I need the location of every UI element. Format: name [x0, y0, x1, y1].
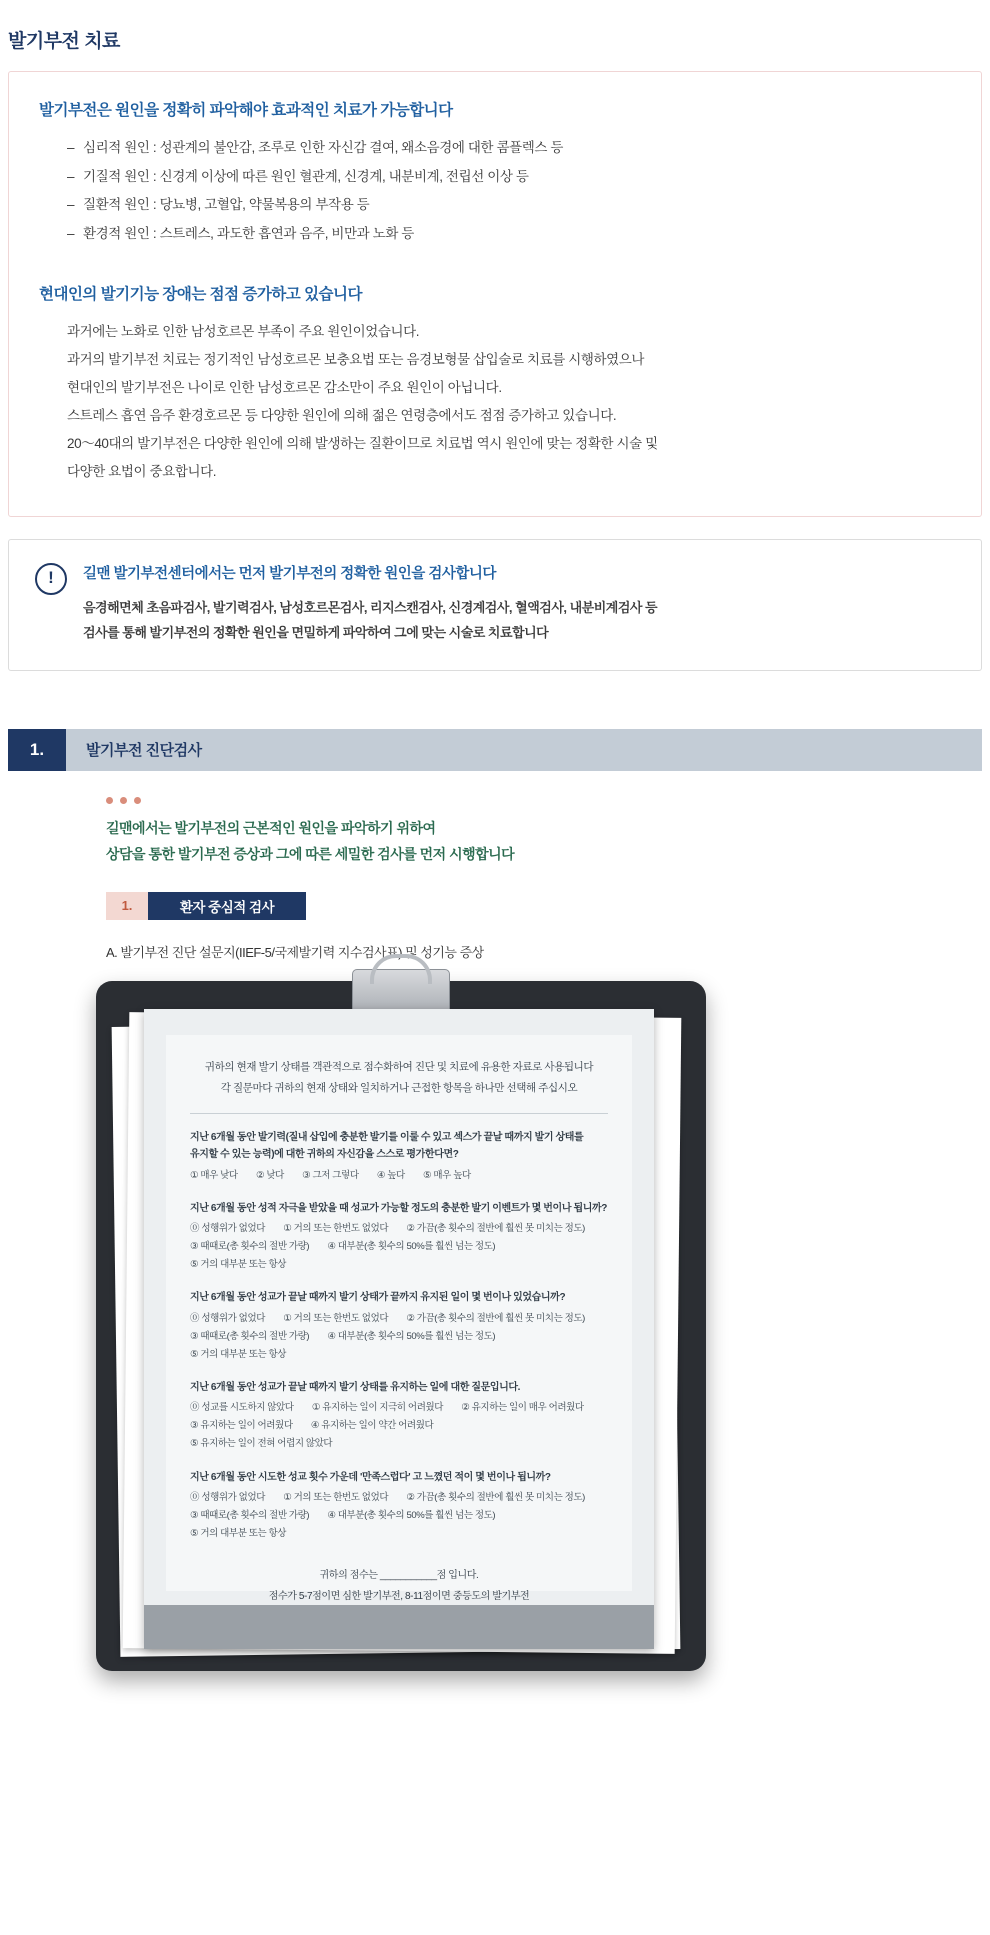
page-title: 발기부전 치료	[8, 31, 120, 52]
chip-label: 환자 중심적 검사	[148, 892, 306, 920]
causes-heading: 발기부전은 원인을 정확히 파악해야 효과적인 치료가 가능합니다	[39, 102, 453, 119]
dot-icon	[134, 797, 141, 804]
option[interactable]: ④ 대부분(총 횟수의 50%를 훨씬 넘는 정도)	[327, 1241, 496, 1253]
list-item: 현대인의 발기부전은 나이로 인한 남성호르몬 감소만이 주요 원인이 아닙니다.	[67, 380, 502, 396]
notice-line-1: 음경해면체 초음파검사, 발기력검사, 남성호르몬검사, 리지스캔검사, 신경계검사, 혈액검사, 내분비계검사 등	[83, 600, 658, 616]
survey-question	[190, 1379, 608, 1454]
sheet-footer-band	[144, 1605, 654, 1649]
question-text-line-1: 지난 6개월 동안 시도한 성교 횟수 가운데 '만족스럽다' 고 느꼈던 적이 몇 번이나 됩니까?	[190, 1471, 551, 1483]
option[interactable]: ⑤ 거의 대부분 또는 항상	[190, 1348, 287, 1360]
question-text-line-1: 지난 6개월 동안 성교가 끝날 때까지 발기 상태를 유지하는 일에 대한 질문입니다.	[190, 1381, 521, 1393]
trend-lines	[39, 318, 951, 486]
option[interactable]: ③ 그저 그렇다	[302, 1169, 359, 1181]
list-item: 과거의 발기부전 치료는 정기적인 남성호르몬 보충요법 또는 음경보형물 삽입술로 치료를 시행하였으나	[67, 352, 645, 368]
list-item: – 질환적 원인 : 당뇨병, 고혈압, 약물복용의 부작용 등	[67, 191, 951, 220]
survey-intro-line-2: 각 질문마다 귀하의 현재 상태와 일치하거나 근접한 항목을 하나만 선택해 주십시오	[220, 1081, 578, 1094]
causes-list	[39, 134, 951, 248]
option[interactable]: ② 가끔(총 횟수의 절반에 훨씬 못 미치는 정도)	[406, 1223, 585, 1235]
option[interactable]: ③ 때때로(총 횟수의 절반 가량)	[190, 1330, 310, 1342]
dot-decoration	[106, 797, 990, 804]
notice-title: 길맨 발기부전센터에서는 먼저 발기부전의 정확한 원인을 검사합니다	[83, 566, 496, 583]
list-item: 스트레스 흡연 음주 환경호르몬 등 다양한 원인에 의해 젊은 연령층에서도 점점 증가하고 있습니다.	[67, 408, 617, 424]
section-title: 발기부전 진단검사	[86, 742, 202, 760]
option[interactable]: ⑤ 거의 대부분 또는 항상	[190, 1528, 287, 1540]
list-item: 20～40대의 발기부전은 다양한 원인에 의해 발생하는 질환이므로 치료법 역시 원인에 맞는 정확한 시술 및	[67, 436, 658, 452]
list-item: – 환경적 원인 : 스트레스, 과도한 흡연과 음주, 비만과 노화 등	[67, 220, 951, 249]
option[interactable]: ④ 대부분(총 횟수의 50%를 훨씬 넘는 정도)	[327, 1330, 496, 1342]
clipboard-illustration	[0, 981, 990, 1671]
option[interactable]: ② 가끔(총 횟수의 절반에 훨씬 못 미치는 정도)	[406, 1492, 585, 1503]
notice-body	[83, 562, 955, 646]
option[interactable]: ① 거의 또는 한번도 없었다	[283, 1223, 389, 1235]
survey-intro	[190, 1057, 608, 1114]
survey-intro-line-1: 귀하의 현재 발기 상태를 객관적으로 점수화하여 진단 및 치료에 유용한 자료로 사용됩니다	[204, 1060, 594, 1073]
trend-heading: 현대인의 발기기능 장애는 점점 증가하고 있습니다	[39, 286, 362, 304]
option[interactable]: ⑤ 거의 대부분 또는 항상	[190, 1259, 287, 1271]
notice-box	[8, 539, 982, 671]
survey-content	[166, 1035, 632, 1603]
dot-icon	[106, 797, 113, 804]
survey-question	[190, 1289, 608, 1364]
dot-icon	[120, 797, 127, 804]
survey-question	[190, 1129, 608, 1185]
question-options	[190, 1220, 608, 1274]
question-text-line-1: 지난 6개월 동안 발기력(질내 삽입에 충분한 발기를 이룰 수 있고 섹스가 끝날 때까지 발기 상태를	[190, 1131, 584, 1143]
lead-line-2: 상담을 통한 발기부전 증상과 그에 따른 세밀한 검사를 먼저 시행합니다	[106, 845, 515, 862]
option[interactable]: ② 낮다	[255, 1169, 284, 1181]
exclamation-icon: !	[35, 563, 67, 595]
section-body	[0, 771, 990, 961]
list-item: 다양한 요법이 중요합니다.	[67, 464, 217, 480]
option[interactable]: ② 유지하는 일이 매우 어려웠다	[461, 1402, 584, 1414]
option[interactable]: ⓪ 성행위가 없었다	[190, 1492, 266, 1503]
list-item: – 기질적 원인 : 신경계 이상에 따른 원인 혈관계, 신경계, 내분비계, 전립선 이상 등	[67, 163, 951, 192]
question-text-line-1: 지난 6개월 동안 성교가 끝날 때까지 발기 상태가 끝까지 유지된 일이 몇 번이나 있었습니까?	[190, 1292, 566, 1304]
survey-sheet	[144, 1009, 654, 1649]
lead-line-1: 길맨에서는 발기부전의 근본적인 원인을 파악하기 위하여	[106, 819, 436, 836]
option[interactable]: ① 거의 또는 한번도 없었다	[283, 1312, 389, 1324]
causes-box	[8, 71, 982, 517]
score-line-2: 점수가 5-7점이면 심한 발기부전, 8-11점이면 중등도의 발기부전	[268, 1591, 530, 1603]
option[interactable]: ⑤ 매우 높다	[423, 1169, 471, 1181]
question-options	[190, 1489, 608, 1543]
clipboard-board	[96, 981, 706, 1671]
item-a-label: A. 발기부전 진단 설문지(IIEF-5/국제발기력 지수검사표) 및 성기능 증상	[106, 944, 484, 960]
question-text-line-1: 지난 6개월 동안 성적 자극을 받았을 때 성교가 가능할 정도의 충분한 발기 이벤트가 몇 번이나 됩니까?	[190, 1202, 607, 1214]
option[interactable]: ① 유지하는 일이 지극히 어려웠다	[311, 1402, 444, 1414]
option[interactable]: ③ 때때로(총 횟수의 절반 가량)	[190, 1510, 310, 1522]
option[interactable]: ② 가끔(총 횟수의 절반에 훨씬 못 미치는 정도)	[406, 1312, 585, 1324]
option[interactable]: ⓪ 성행위가 없었다	[190, 1312, 266, 1324]
score-line-1: 귀하의 점수는 ___________점 입니다.	[319, 1570, 479, 1582]
option[interactable]: ③ 때때로(총 횟수의 절반 가량)	[190, 1241, 310, 1253]
question-options	[190, 1310, 608, 1364]
option[interactable]: ⓪ 성교를 시도하지 않았다	[190, 1402, 294, 1414]
option[interactable]: ⑤ 유지하는 일이 전혀 어렵지 않았다	[190, 1438, 333, 1450]
question-options	[190, 1399, 608, 1453]
section-number: 1.	[8, 729, 66, 771]
question-options	[190, 1167, 608, 1185]
option[interactable]: ④ 대부분(총 횟수의 50%를 훨씬 넘는 정도)	[327, 1510, 496, 1522]
option[interactable]: ③ 유지하는 일이 어려웠다	[190, 1420, 293, 1432]
survey-question	[190, 1469, 608, 1544]
subsection-chip	[106, 892, 306, 920]
option[interactable]: ④ 유지하는 일이 약간 어려웠다	[310, 1420, 434, 1432]
chip-number: 1.	[106, 892, 148, 920]
survey-question	[190, 1200, 608, 1275]
section-header	[8, 729, 982, 771]
list-item: 과거에는 노화로 인한 남성호르몬 부족이 주요 원인이었습니다.	[67, 324, 420, 340]
option[interactable]: ⓪ 성행위가 없었다	[190, 1223, 266, 1235]
list-item: – 심리적 원인 : 성관계의 불안감, 조루로 인한 자신감 결여, 왜소음경에 대한 콤플렉스 등	[67, 134, 951, 163]
question-text-line-2: 유지할 수 있는 능력)에 대한 귀하의 자신감을 스스로 평가한다면?	[190, 1149, 459, 1161]
notice-line-2: 검사를 통해 발기부전의 정확한 원인을 면밀하게 파악하여 그에 맞는 시술로 치료합니다	[83, 625, 549, 641]
option[interactable]: ④ 높다	[376, 1169, 405, 1181]
option[interactable]: ① 매우 낮다	[190, 1169, 238, 1181]
option[interactable]: ① 거의 또는 한번도 없었다	[283, 1492, 389, 1503]
